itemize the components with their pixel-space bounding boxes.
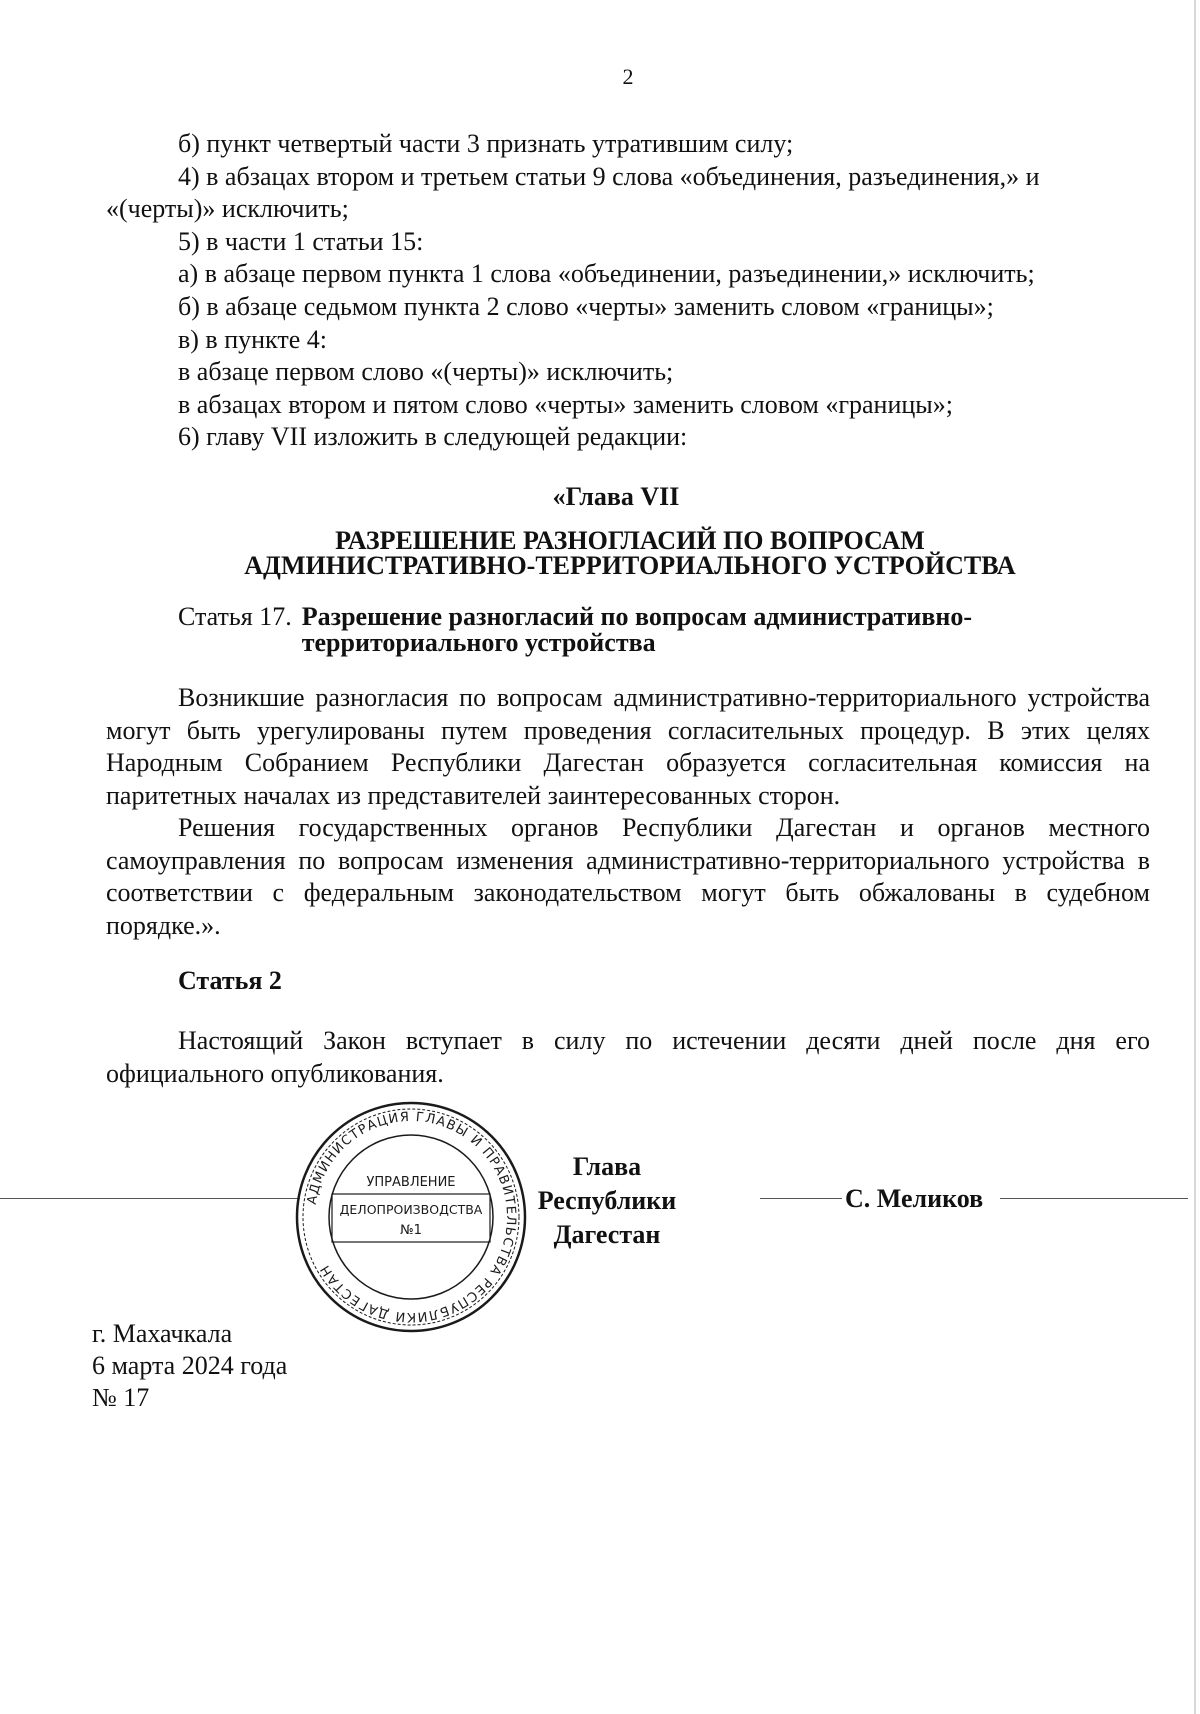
chapter-title: «Глава VII [552, 482, 680, 511]
signature-line [0, 1198, 300, 1199]
amendment-line: б) в абзаце седьмом пункта 2 слово «черты» заменить словом «границы»; [178, 291, 994, 321]
amendment-line: в абзацах втором и пятом слово «черты» заменить словом «границы»; [178, 389, 953, 419]
seal-line-3: №1 [400, 1223, 422, 1238]
signer-name: С. Меликов [845, 1184, 984, 1213]
footer-city: г. Махачкала [92, 1319, 233, 1348]
amendment-line: б) пункт четвертый части 3 признать утратившим силу; [178, 129, 794, 158]
seal-line-1: УПРАВЛЕНИЕ [366, 1175, 456, 1190]
amendment-line: 6) главу VII изложить в следующей редакции: [178, 422, 688, 452]
chapter-heading-line-1: РАЗРЕШЕНИЕ РАЗНОГЛАСИЙ ПО ВОПРОСАМ [335, 526, 925, 555]
article-17-heading [178, 604, 1062, 656]
signature-line [760, 1198, 842, 1199]
footer-number: № 17 [92, 1383, 150, 1412]
signer-title-line-2: Республики Дагестан [537, 1186, 677, 1249]
chapter-heading [0, 528, 1200, 578]
page-number: 2 [622, 64, 634, 89]
seal-ring-text: АДМИНИСТРАЦИЯ ГЛАВЫ И ПРАВИТЕЛЬСТВА РЕСПУБЛИКИ ДАГЕСТАН [304, 1109, 519, 1325]
footer-date: 6 марта 2024 года [92, 1351, 288, 1380]
signature-line [1000, 1198, 1188, 1199]
amendment-line: 5) в части 1 статьи 15: [178, 226, 424, 256]
signer-title [492, 1150, 722, 1252]
amendments-list [106, 128, 1150, 454]
scan-edge-line [1194, 0, 1196, 1714]
article-17-paragraph-2: Решения государственных органов Республики Дагестан и органов местного самоуправления по вопросам изменения административно-территориального устройства в соответствии с федеральным законодательством могут быть обжалованы в судебном порядке.». [106, 813, 1150, 940]
article-17-paragraph-1: Возникшие разногласия по вопросам административно-территориального устройства могут быть урегулированы путем проведения согласительных процедур. В этих целях Народным Собранием Республики Дагестан образуется согласительная комиссия на паритетных началах из представителей заинтересованных сторон. [106, 683, 1150, 810]
seal-line-2: ДЕЛОПРОИЗВОДСТВА [339, 1202, 483, 1217]
amendment-line: «(черты)» исключить; [106, 194, 349, 224]
footer-block [92, 1318, 287, 1414]
signer-title-line-1: Глава [572, 1152, 642, 1181]
amendment-line: в абзаце первом слово «(черты)» исключить; [178, 357, 674, 387]
article-17-title: Разрешение разногласий по вопросам административно-территориального устройства [301, 602, 973, 657]
amendment-line: 4) в абзацах втором и третьем статьи 9 слова «объединения, разъединения,» и [178, 161, 1040, 191]
article-17-label: Статья 17. [178, 602, 292, 631]
amendment-line: в) в пункте 4: [178, 324, 327, 354]
article-2-title: Статья 2 [178, 966, 282, 995]
article-2-paragraph: Настоящий Закон вступает в силу по истечении десяти дней после дня его официального опубликования. [106, 1026, 1150, 1088]
amendment-line: а) в абзаце первом пункта 1 слова «объединении, разъединении,» исключить; [178, 259, 1035, 289]
chapter-heading-line-2: АДМИНИСТРАТИВНО-ТЕРРИТОРИАЛЬНОГО УСТРОЙСТВА [244, 551, 1016, 580]
